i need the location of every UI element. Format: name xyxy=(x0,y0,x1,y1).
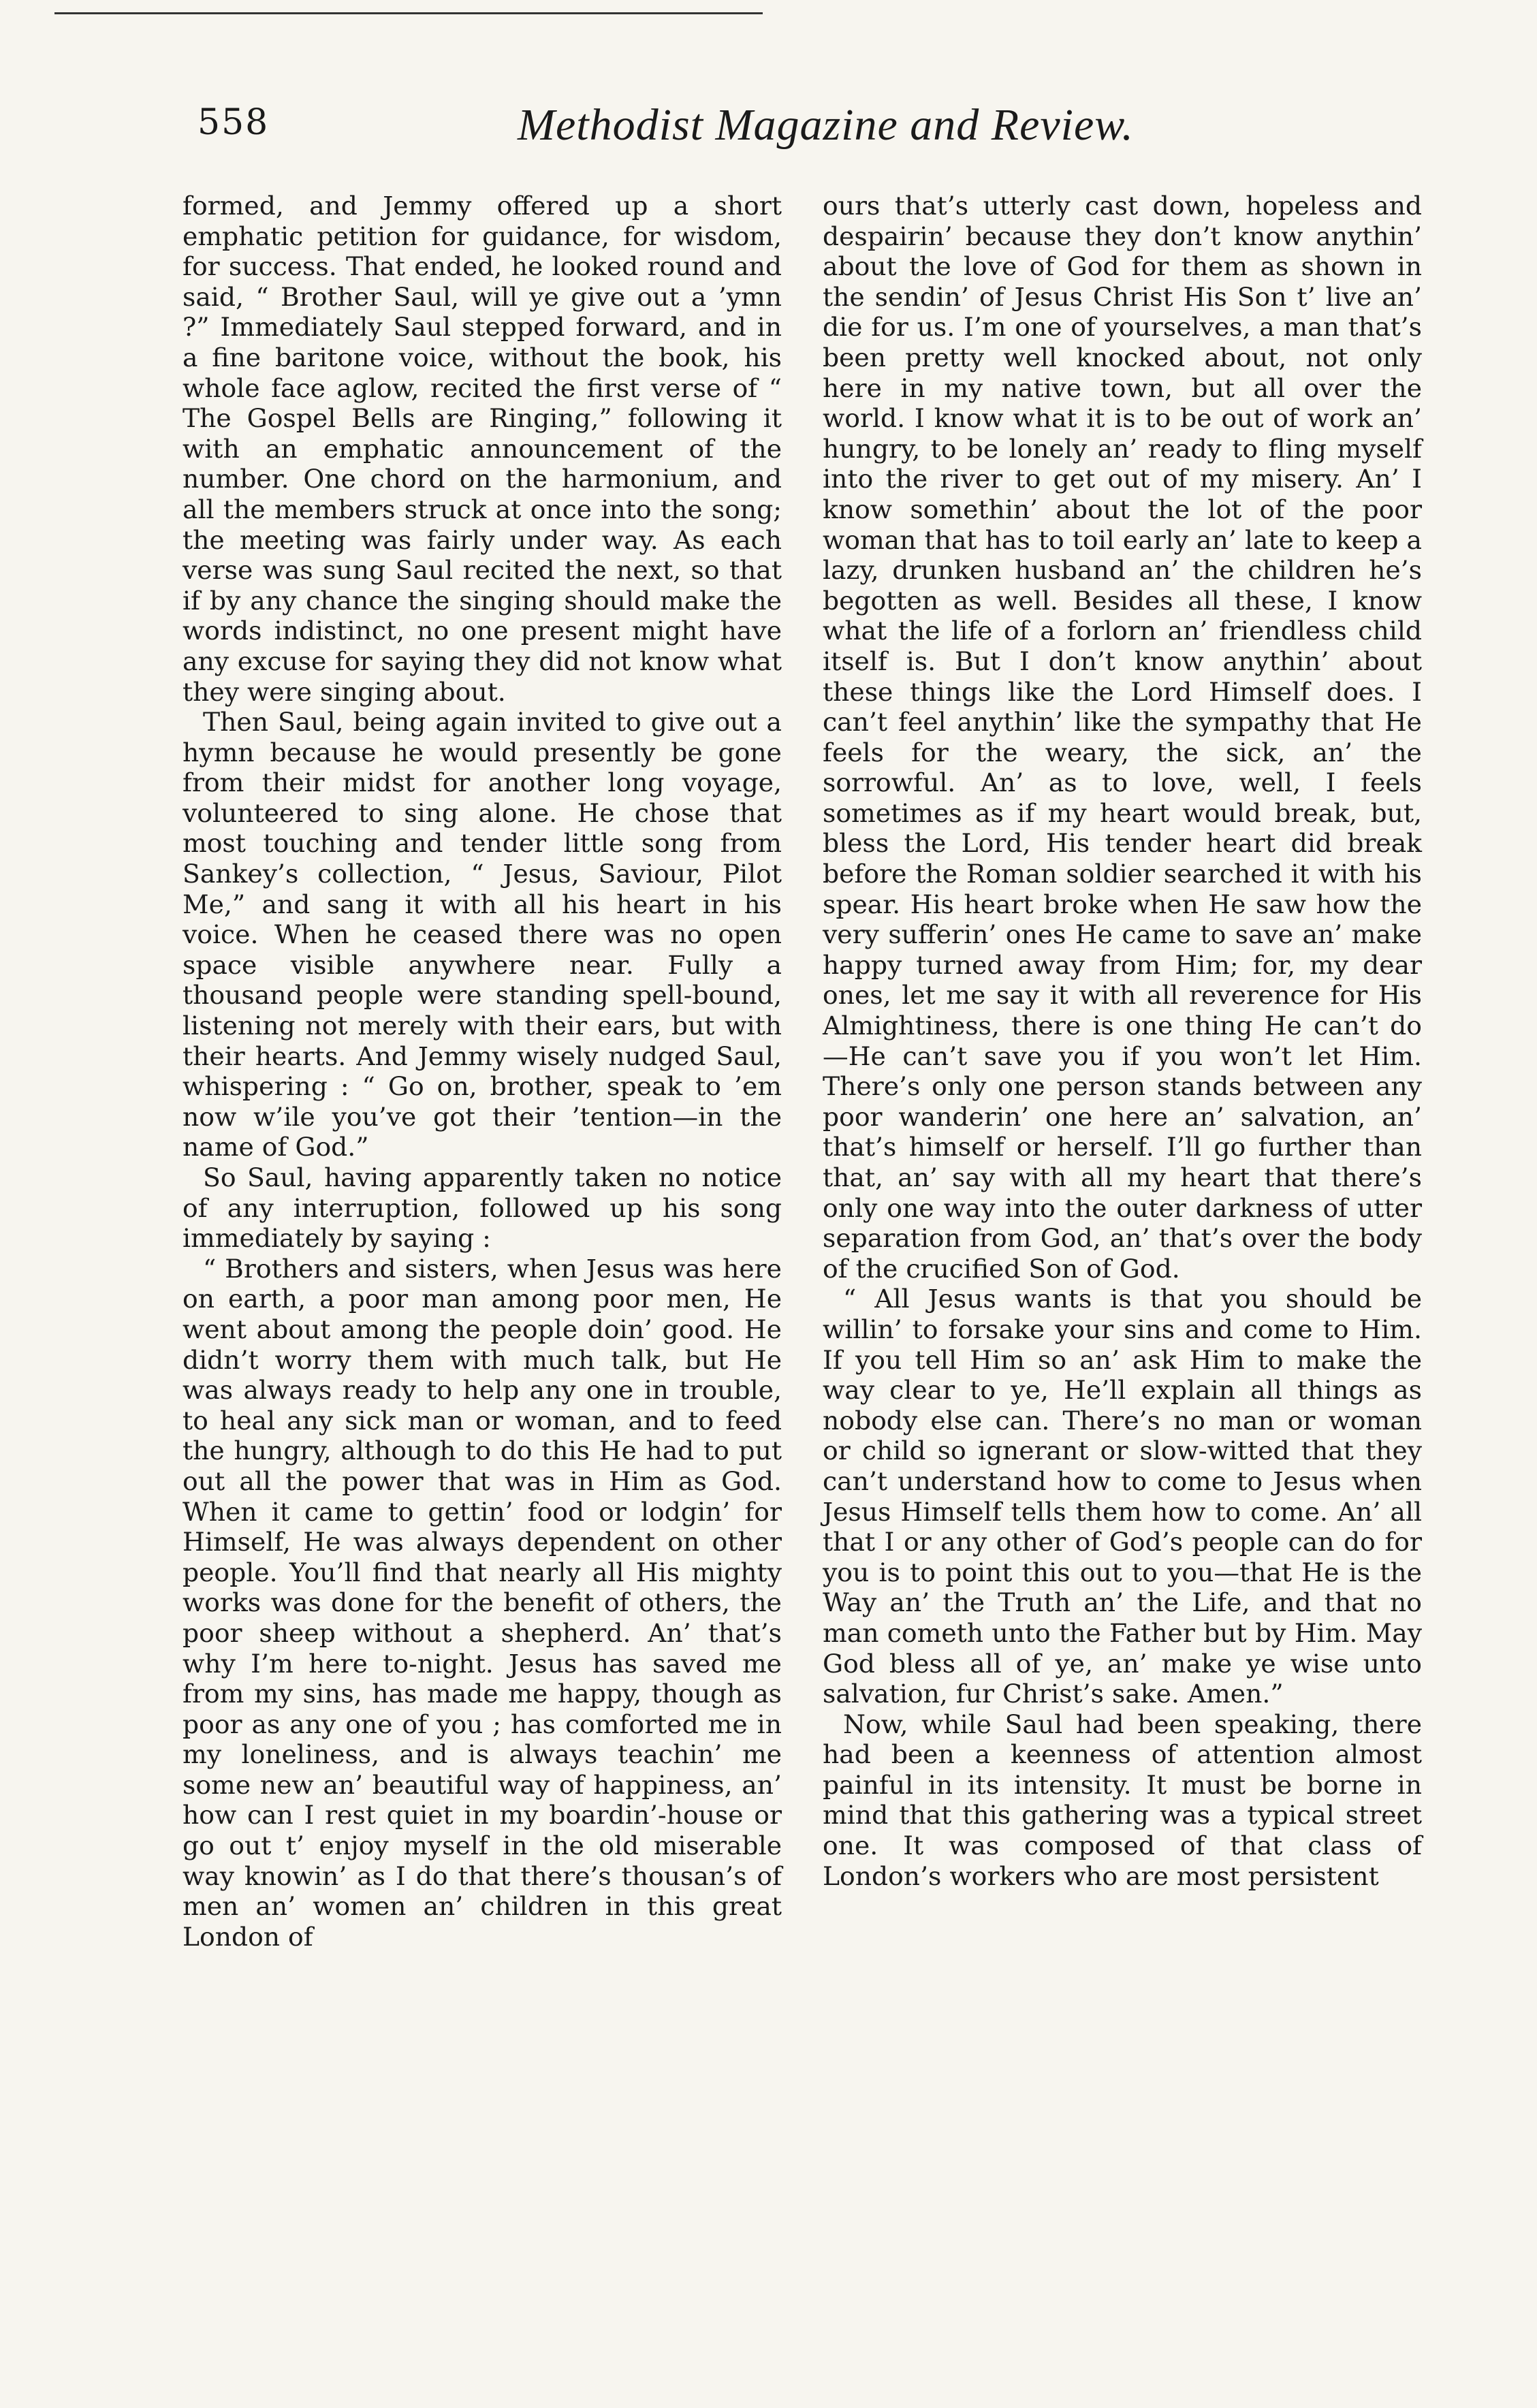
paragraph: Now, while Saul had been speaking, there had been a keenness of attention almost painful in its intensity. It must be borne in mind that this gathering was a typical street one. It was composed of that class of London’s workers who are most persistent xyxy=(823,1709,1422,1891)
page-number: 558 xyxy=(197,102,270,143)
paragraph: formed, and Jemmy offered up a short emphatic petition for guidance, for wisdom, for success. That ended, he looked round and said, “ Brother Saul, will ye give out a ’ymn ?” Immediately Saul stepped forward, and in a fine baritone voice, without the book, his whole face aglow, recited the first verse of “ The Gospel Bells are Ringing,” following it with an emphatic announcement of the number. One chord on the harmonium, and all the members struck at once into the song; the meeting was fairly under way. As each verse was sung Saul recited the next, so that if by any chance the singing should make the words indistinct, no one present might have any excuse for saying they did not know what they were singing about. xyxy=(183,191,782,707)
page-header xyxy=(197,102,1532,163)
paragraph: ours that’s utterly cast down, hopeless and despairin’ because they don’t know anythin’ about the love of God for them as shown in the sendin’ of Jesus Christ His Son t’ live an’ die for us. I’m one of yourselves, a man that’s been pretty well knocked about, not only here in my native town, but all over the world. I know what it is to be out of work an’ hungry, to be lonely an’ ready to fling myself into the river to get out of my misery. An’ I know somethin’ about the lot of the poor woman that has to toil early an’ late to keep a lazy, drunken husband an’ the children he’s begotten as well. Besides all these, I know what the life of a forlorn an’ friendless child itself is. But I don’t know anythin’ about these things like the Lord Himself does. I can’t feel anythin’ like the sympathy that He feels for the weary, the sick, an’ the sorrowful. An’ as to love, well, I feels sometimes as if my heart would break, but, bless the Lord, His tender heart did break before the Roman soldier searched it with his spear. His heart broke when He saw how the very sufferin’ ones He came to save an’ make happy turned away from Him; for, my dear ones, let me say it with all reverence for His Almightiness, there is one thing He can’t do—He can’t save you if you won’t let Him. There’s only one person stands between any poor wanderin’ one here an’ salvation, an’ that’s himself or herself. I’ll go further than that, an’ say with all my heart that there’s only one way into the outer darkness of utter separation from God, an’ that’s over the body of the crucified Son of God. xyxy=(823,191,1422,1284)
paragraph: “ All Jesus wants is that you should be willin’ to forsake your sins and come to Him. If you tell Him so an’ ask Him to make the way clear to ye, He’ll explain all things as nobody else can. There’s no man or woman or child so ignerant or slow-witted that they can’t understand how to come to Jesus when Jesus Himself tells them how to come. An’ all that I or any other of God’s people can do for you is to point this out to you—that He is the Way an’ the Truth an’ the Life, and that no man cometh unto the Father but by Him. May God bless all of ye, an’ make ye wise unto salvation, fur Christ’s sake. Amen.” xyxy=(823,1284,1422,1709)
paragraph: So Saul, having apparently taken no notice of any interruption, followed up his song immediately by saying : xyxy=(183,1162,782,1254)
right-column xyxy=(823,191,1422,1891)
running-title: Methodist Magazine and Review. xyxy=(518,100,1134,150)
top-rule xyxy=(54,12,763,14)
paragraph: Then Saul, being again invited to give out a hymn because he would presently be gone from their midst for another long voyage, volunteered to sing alone. He chose that most touching and tender little song from Sankey’s collection, “ Jesus, Saviour, Pilot Me,” and sang it with all his heart in his voice. When he ceased there was no open space visible anywhere near. Fully a thousand people were standing spell-bound, listening not merely with their ears, but with their hearts. And Jemmy wisely nudged Saul, whispering : “ Go on, brother, speak to ’em now w’ile you’ve got their ’tention—in the name of God.” xyxy=(183,707,782,1162)
paragraph: “ Brothers and sisters, when Jesus was here on earth, a poor man among poor men, He went about among the people doin’ good. He didn’t worry them with much talk, but He was always ready to help any one in trouble, to heal any sick man or woman, and to feed the hungry, although to do this He had to put out all the power that was in Him as God. When it came to gettin’ food or lodgin’ for Himself, He was always dependent on other people. You’ll find that nearly all His mighty works was done for the benefit of others, the poor sheep without a shepherd. An’ that’s why I’m here to-night. Jesus has saved me from my sins, has made me happy, though as poor as any one of you ; has comforted me in my loneliness, and is always teachin’ me some new an’ beautiful way of happiness, an’ how can I rest quiet in my boardin’-house or go out t’ enjoy myself in the old miserable way knowin’ as I do that there’s thousan’s of men an’ women an’ children in this great London of xyxy=(183,1253,782,1952)
left-column xyxy=(183,191,782,1952)
